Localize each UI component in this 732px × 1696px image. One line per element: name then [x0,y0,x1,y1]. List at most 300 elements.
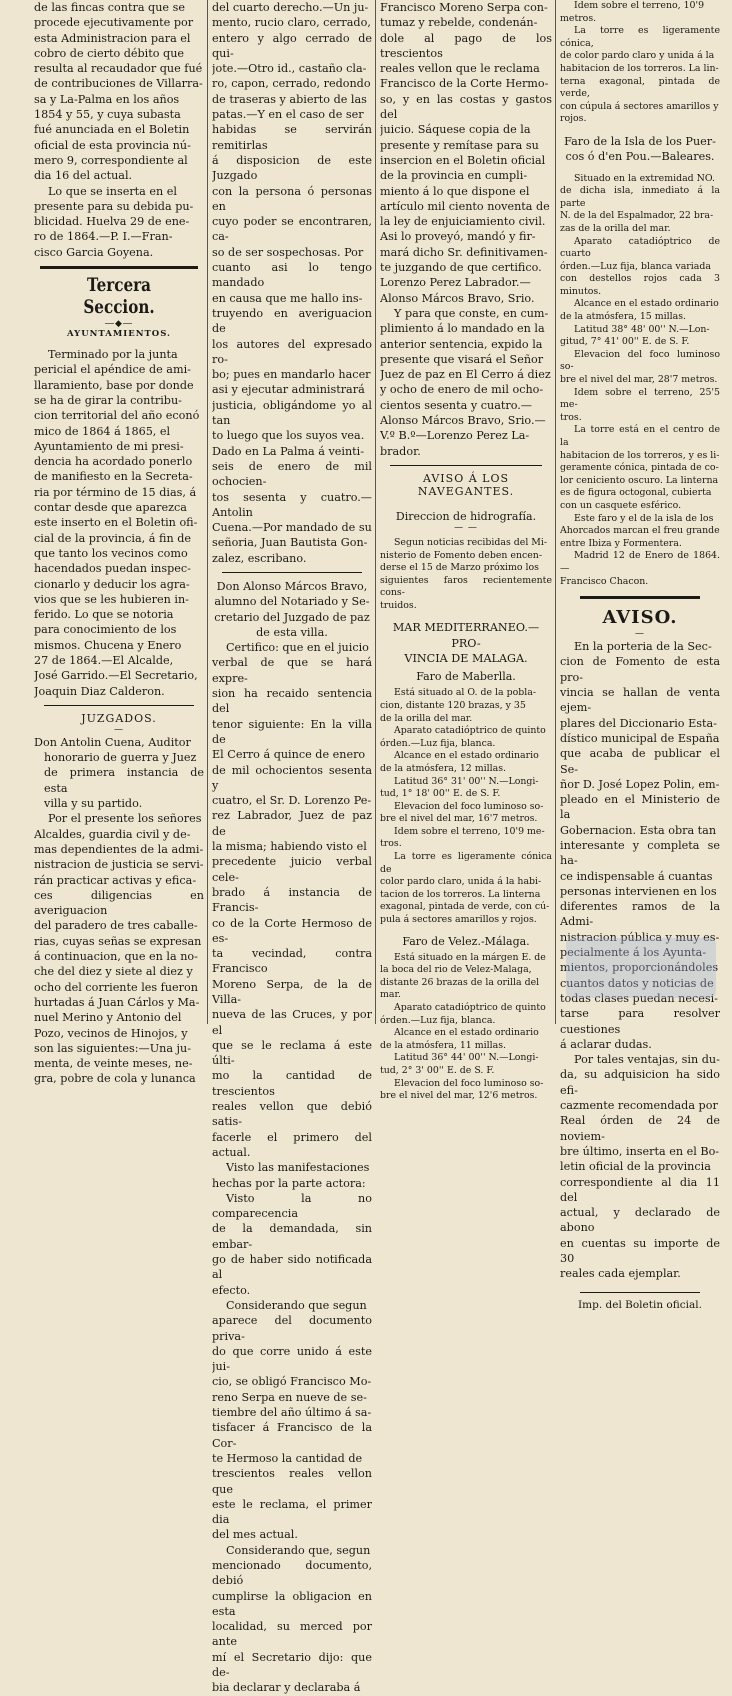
text-line: habitacion de los torreros. La lin- [560,62,719,74]
text-line: los autores del expresado ro- [212,337,372,366]
text-line: artículo mil ciento noventa de [380,199,550,213]
text-line: para conocimiento de los [34,623,177,637]
column-1 [34,0,204,1087]
aviso-title: AVISO. [602,607,678,629]
text-line: la boca del rio de Velez-Malaga, [380,964,532,976]
text-line: brado á instancia de Francis- [212,885,372,915]
text-line: Alcance en el estado ordinario [574,298,719,310]
text-line: de traseras y abierto de las [212,92,367,106]
text-line: mico de 1864 á 1865, el [34,424,171,438]
text-line: cos ó d'en Pou.—Baleares. [565,150,715,164]
text-line: ro, capon, cerrado, redondo [212,77,371,91]
text-line: cion territorial del año econó [34,409,200,423]
text-line: tud, 2° 3' 00'' E. de S. F. [380,1064,495,1076]
text-line: Está situado en la márgen E. de [394,951,546,963]
text-line: bre el nivel del mar, 16'7 metros. [380,813,538,825]
text-line: pecialmente á los Ayunta- [560,946,707,960]
text-line: en cuentas su importe de 30 [560,1236,720,1265]
text-line: Elevacion del foco luminoso so- [394,1077,544,1089]
text-line: Juez de paz en El Cerro á diez [380,368,551,382]
text-line: resulta al recaudador que fué [34,62,203,76]
divider [222,572,362,573]
lighthouse-puercos-details [560,173,720,589]
text-line: MAR MEDITERRANEO.—PRO- [392,621,540,650]
divider [580,1292,700,1293]
text-line: tacion de los torreros. La linterna [380,888,541,900]
text-line: Joaquin Diaz Calderon. [34,684,165,698]
text-line: Aparato catadióptrico de quinto [394,725,546,737]
text-line: Francisco Chacon. [560,575,649,587]
text-line: mí el Secretario dijo: que de- [212,1650,372,1680]
text-line: rias, cuyas señas se expresan [34,934,202,948]
text-line: Visto la no comparecencia [212,1191,372,1221]
text-line: Real órden de 24 de noviem- [560,1114,720,1143]
text-line: Alonso Márcos Bravo, Srio.— [380,414,546,428]
text-line: la ley de enjuiciamiento civil. [380,215,546,229]
juzgado-notice [34,735,204,1087]
text-line: Considerando que, segun [226,1543,371,1557]
text-line: mismos. Chucena y Enero [34,638,182,652]
text-line: mar. [380,989,401,1001]
text-line: blicidad. Huelva 29 de ene- [34,215,190,229]
text-line: che del diez y siete al diez y [34,965,193,979]
intro-paragraph [34,0,204,184]
text-line: gitud, 7° 41' 00'' E. de S. F. [560,336,690,348]
text-line: La torre es ligeramente cónica, [560,25,720,49]
text-line: de manifiesto en la Secreta- [34,470,193,484]
text-line: ro de 1864.—P. I.—Fran- [34,230,173,244]
text-line: tud, 1° 18' 00'' E. de S. F. [380,788,501,800]
sentence-cont [380,0,552,459]
text-line: cuatro, el Sr. D. Lorenzo Pe- [212,794,372,808]
text-line: José Garrido.—El Secretario, [34,669,198,683]
text-line: Francisco de la Corte Hermo- [380,77,549,91]
text-line: plares del Diccionario Esta- [560,716,717,730]
text-line: Latitud 38° 48' 00'' N.—Lon- [574,323,710,335]
text-line: de la atmósfera, 15 millas. [560,311,687,323]
text-line: cretario del Juzgado de paz [214,610,370,624]
text-line: mencionado documento, debió [212,1558,372,1588]
text-line: Considerando que segun [226,1298,367,1312]
text-line: de mil ochocientos sesenta y [212,763,372,792]
text-line: esta Administracion para el [34,31,191,45]
text-line: Por tales ventajas, sin du- [574,1053,720,1067]
ornament-dash: — [635,629,645,640]
text-line: Por el presente los señores [48,812,202,826]
text-line: ferido. Lo que se notoria [34,608,174,622]
text-line: cuanto asi lo tengo mandado [212,261,372,290]
section-divider [40,266,198,269]
text-line: aparece del documento priva- [212,1314,372,1343]
text-line: cuyo poder se encontraren, ca- [212,215,372,244]
text-line: honorario de guerra y Juez [44,751,197,765]
text-line: de contribuciones de Villarra- [34,77,203,91]
divider [580,596,700,599]
text-line: cumplirse la obligacion en esta [212,1589,372,1618]
text-line: Latitud 36° 31' 00'' N.—Longi- [394,775,539,787]
text-line: nuel Merino y Antonio del [34,1011,182,1025]
text-line: precedente juicio verbal cele- [212,855,372,884]
text-line: ces diligencias en averiguacion [34,888,204,918]
text-line: La torre es ligeramente cónica de [380,851,552,875]
text-line: entero y algo cerrado de qui- [212,31,372,60]
text-line: Dado en La Palma á veinti- [212,444,365,458]
text-line: patas.—Y en el caso de ser [212,108,364,122]
text-line: bia declarar y declaraba á [212,1681,361,1695]
text-line: Ayuntamiento de mi presi- [34,439,184,453]
text-line: efecto. [212,1283,251,1297]
text-line: oficial de esta provincia nú- [34,138,191,152]
lighthouse-velez-cont [560,0,720,126]
text-line: señoria, Juan Bautista Gon- [212,536,368,550]
text-line: V.º B.º—Lorenzo Perez La- [380,429,530,443]
divider [390,465,542,466]
text-line: tos sesenta y cuatro.—Antolin [212,490,372,519]
text-line: dencia ha acordado ponerlo [34,455,193,469]
text-line: mero 9, correspondiente al [34,153,188,167]
text-line: que se le reclama á este últi- [212,1038,372,1068]
text-line: bre el nivel del mar, 28'7 metros. [560,374,718,386]
text-line: Cuena.—Por mandado de su [212,521,372,535]
text-line: mo la cantidad de trescientos [212,1069,372,1098]
text-line: de dicha isla, inmediato á la parte [560,185,720,209]
text-line: Lorenzo Perez Labrador.— [380,276,531,290]
text-line: do que corre unido á este jui- [212,1344,372,1374]
text-line: rojos. [560,113,587,125]
text-line: en causa que me hallo ins- [212,291,363,305]
text-line: rán practicar activas y efica- [34,873,197,887]
text-line: cobro de cierto débito que [34,46,185,60]
text-line: de la provincia en cumpli- [380,169,528,183]
secretary-heading [212,579,372,640]
text-line: diferentes ramos de la Admi- [560,900,720,929]
text-line: menta, de veinte meses, ne- [34,1057,193,1071]
text-line: bre el nivel del mar, 12'6 metros. [380,1090,538,1102]
lighthouse-marbella-title: Faro de Maberlla. [416,670,516,684]
text-line: Faro de la Isla de los Puer- [564,134,716,148]
text-line: que acaba de publicar el Se- [560,747,720,776]
text-line: ria por término de 15 dias, á [34,485,197,499]
text-line: habitacion de los torreros, y es li- [560,449,720,461]
text-line: cial de la provincia, á fin de [34,531,191,545]
text-line: miento á lo que dispone el [380,184,530,198]
ayuntamiento-notice [34,347,204,699]
divider [44,705,194,706]
text-line: zalez, escribano. [212,551,307,565]
column-rule-3 [555,0,556,1024]
text-line: son las siguientes:—Una ju- [34,1041,192,1055]
text-line: presente que visará el Señor [380,352,544,366]
text-line: habidas se servirán remitirlas [212,123,372,152]
text-line: ocho del corriente les fueron [34,980,198,994]
text-line: de color pardo claro y unida á la [560,50,715,62]
subsection-ayuntamientos: AYUNTAMIENTOS. [66,329,172,340]
text-line: pula á sectores amarillos y rojos. [380,914,537,926]
text-line: pericial el apéndice de ami- [34,363,191,377]
text-line: La torre está en el centro de la [560,424,720,448]
news-intro [380,537,552,613]
text-line: tisfacer á Francisco de la Cor- [212,1421,372,1450]
text-line: Alcaldes, guardia civil y de- [34,827,191,841]
text-line: la misma; habiendo visto el [212,840,367,854]
text-line: tros. [380,838,402,850]
text-line: cionarlo y deducir los agra- [34,577,190,591]
text-line: so de ser sospechosas. Por [212,245,364,259]
text-line: exagonal, pintada de verde, con cú- [380,901,550,913]
text-line: Ahorcados marcan el freu grande [560,525,720,537]
text-line: ñor D. José Lopez Polin, em- [560,777,720,791]
column-2 [212,0,372,1696]
text-line: Certifico: que en el juicio [226,641,369,655]
column-4 [560,0,720,1311]
text-line: vios que se les hubieren in- [34,592,189,606]
text-line: cuantos datos y noticias de [560,976,714,990]
text-line: de primera instancia de esta [44,766,204,795]
text-line: Visto las manifestaciones [226,1161,370,1175]
lighthouse-puercos-title [560,134,720,165]
library-stamp [566,938,716,998]
text-line: con un casquete esférico. [560,499,682,511]
text-line: zas de la orilla del mar. [560,222,671,234]
text-line: mientos, proporcionándoles [560,961,719,975]
text-line: y ocho de enero de mil ocho- [380,383,544,397]
text-line: distante 26 brazas de la orilla del [380,976,540,988]
text-line: Don Antolin Cuena, Auditor [34,735,191,749]
text-line: color pardo claro, unida á la habi- [380,876,542,888]
text-line: con cúpula á sectores amarillos y [560,100,719,112]
text-line: te juzgando de que certifico. [380,261,542,275]
text-line: truidos. [380,599,417,611]
text-line: ta vecindad, contra Francisco [212,947,372,976]
text-line: Elevacion del foco luminoso so- [394,800,544,812]
text-line: á aclarar dudas. [560,1037,652,1051]
text-line: de la orilla del mar. [380,712,473,724]
text-line: Lo que se inserta en el [48,184,177,198]
text-line: Este faro y el de la isla de los [574,512,714,524]
text-line: Idem sobre el terreno, 10'9 me- [394,825,545,837]
text-line: metros. [560,12,597,24]
text-line: brador. [380,444,421,458]
text-line: Segun noticias recibidas del Mi- [394,536,548,548]
text-line: seis de enero de mil ochocien- [212,459,372,489]
text-line: lor ceniciento oscuro. La linterna [560,474,719,486]
hydrography-office: Direccion de hidrografía. [395,509,537,523]
text-line: cio, se obligó Francisco Mo- [212,1375,372,1389]
text-line: hechas por la parte actora: [212,1176,366,1190]
text-line: reno Serpa en nueve de se- [212,1390,367,1404]
text-line: Elevacion del foco luminoso so- [560,348,720,373]
text-line: con destellos rojos cada 3 minutos. [560,273,720,297]
text-line: tarse para resolver cuestiones [560,1007,720,1036]
text-line: cazmente recomendada por [560,1099,718,1113]
text-line: Latitud 36° 44' 00'' N.—Longi- [394,1052,539,1064]
notice-to-navigators: AVISO Á LOS NAVEGANTES. [417,471,515,498]
text-line: presente para su debida pu- [34,199,194,213]
text-line: Alonso Márcos Bravo, Srio. [380,291,535,305]
text-line: localidad, su merced por ante [212,1620,372,1649]
text-line: tumaz y rebelde, condenán- [380,16,538,30]
text-line: correspondiente al dia 11 del [560,1175,720,1204]
text-line: villa y su partido. [44,797,143,811]
text-line: á disposicion de este Juzgado [212,153,372,183]
text-line: reales cada ejemplar. [560,1267,681,1281]
text-line: Aparato catadióptrico de cuarto [560,235,720,260]
certification-text [212,640,372,1695]
text-line: Alcance en el estado ordinario [394,750,539,762]
text-line: Don Alonso Márcos Bravo, [216,579,368,593]
text-line: á continuacion, que en la no- [34,950,198,964]
text-line: del cuarto derecho.—Un ju- [212,1,369,14]
text-line: vincia se hallan de venta ejem- [560,686,720,715]
text-line: Idem sobre el terreno, 25'5 me- [560,386,720,411]
text-line: mará dicho Sr. definitivamen- [380,245,548,259]
text-line: da, su adquisicion ha sido efi- [560,1068,720,1097]
text-line: bo; pues en mandarlo hacer [212,368,371,382]
text-line: Moreno Serpa, de la de Villa- [212,977,372,1006]
text-line: de esta villa. [256,625,328,639]
text-line: todas clases puedan necesi- [560,991,718,1005]
text-line: so, y en las costas y gastos del [380,92,552,122]
text-line: El Cerro á quince de enero [212,748,366,762]
text-line: presente y remítase para su [380,138,539,152]
text-line: cisco Garcia Goyena. [34,245,154,259]
text-line: hurtadas á Juan Cárlos y Ma- [34,995,200,1009]
text-line: actual, y declarado de abono [560,1206,720,1235]
text-line: órden.—Luz fija, blanca. [380,737,496,749]
text-line: tiembre del año último á sa- [212,1406,372,1420]
text-line: gra, pobre de cola y lunanca [34,1072,196,1086]
section-title: Tercera Seccion. [83,275,155,319]
text-line: del paradero de tres caballe- [34,919,198,933]
text-line: geramente cónica, pintada de co- [560,462,719,474]
lighthouse-velez-details [380,952,552,1103]
ornament-dash: ―◆― [105,319,133,330]
text-line: Está situado al O. de la pobla- [394,687,536,699]
text-line: Situado en la extremidad NO. [574,172,715,184]
text-line: mento, rucio claro, cerrado, [212,16,371,30]
text-line: 1854 y 55, y cuya subasta [34,108,181,122]
text-line: que tanto los vecinos como [34,546,188,560]
column-rule-1 [207,0,208,1024]
lighthouse-velez-title: Faro de Velez.-Málaga. [402,934,530,948]
text-line: con la persona ó personas en [212,184,372,213]
text-line: Gobernacion. Esta obra tan [560,823,717,837]
text-line: go de haber sido notificada al [212,1253,372,1282]
text-line: te Hermoso la cantidad de [212,1451,363,1465]
text-line: personas intervienen en los [560,884,717,898]
text-line: hacendados puedan inspec- [34,562,191,576]
text-line: se ha de girar la contribu- [34,393,182,407]
text-line: juicio. Sáquese copia de la [380,123,531,137]
text-line: 27 de 1864.—El Alcalde, [34,653,174,667]
text-line: trescientos reales vellon que [212,1467,372,1496]
text-line: Y para que conste, en cum- [394,306,549,320]
text-line: Asi lo proveyó, mandó y fir- [380,230,536,244]
text-line: Aparato catadióptrico de quinto [394,1002,546,1014]
text-line: nueva de las Cruces, y por el [212,1008,372,1037]
text-line: reales vellon que le reclama [380,62,540,76]
text-line: plimiento á lo mandado en la [380,322,545,336]
text-line: truyendo en averiguacion de [212,306,372,336]
text-line: procede ejecutivamente por [34,16,194,30]
text-line: derse el 15 de Marzo próximo los [380,562,539,574]
text-line: Francisco Moreno Serpa con- [380,1,548,14]
text-line: de la atmósfera, 11 millas. [380,1039,507,1051]
printer-imprint: Imp. del Boletin oficial. [578,1298,702,1311]
text-line: terna exagonal, pintada de verde, [560,75,720,100]
text-line: dole al pago de los trescientos [380,31,552,60]
text-line: órden.—Luz fija, blanca. [380,1014,496,1026]
text-line: letin oficial de la provincia [560,1160,711,1174]
text-line: anterior sentencia, expido la [380,337,543,351]
text-line: entre Ibiza y Formentera. [560,537,682,549]
text-line: alumno del Notariado y Se- [214,595,370,609]
text-line: nistracion pública y muy es- [560,930,720,944]
column-3 [380,0,552,1103]
text-line: En la porteria de la Sec- [574,640,712,654]
text-line: sa y La-Palma en los años [34,92,180,106]
text-line: Alcance en el estado ordinario [394,1027,539,1039]
text-line: sion ha recaido sentencia del [212,687,372,716]
juzgado-notice-cont [212,0,372,566]
text-line: cion de Fomento de esta pro- [560,655,720,684]
text-line: rez Labrador, Juez de paz de [212,809,372,838]
text-line: insercion en el Boletin oficial [380,153,546,167]
text-line: siguientes faros recientemente cons- [380,574,552,599]
text-line: este inserto en el Boletin ofi- [34,516,198,530]
text-line: Idem sobre el terreno, 10'9 [574,0,705,11]
ornament-dash: — — [454,522,478,533]
text-line: órden.—Luz fija, blanca variada [560,260,711,272]
text-line: jote.—Otro id., castaño cla- [212,62,367,76]
text-line: interesante y completa se ha- [560,838,720,868]
column-rule-2 [375,0,376,1024]
text-line: de las fincas contra que se [34,1,185,14]
subsection-juzgados: JUZGADOS. [81,711,157,725]
text-line: tenor siguiente: En la villa de [212,717,372,746]
text-line: bre último, inserta en el Bo- [560,1144,720,1158]
text-line: VINCIA DE MALAGA. [404,652,528,666]
text-line: es de figura octogonal, cubierta [560,487,712,499]
text-line: dia 16 del actual. [34,169,133,183]
text-line: fué anunciada en el Boletin [34,123,190,137]
text-line: pleado en el Ministerio de la [560,793,720,822]
text-line: dístico municipal de España [560,731,720,745]
text-line: de la atmósfera, 12 millas. [380,762,507,774]
text-line: tros. [560,411,582,423]
text-line: llaramiento, base por donde [34,378,194,392]
publication-note [34,184,204,260]
text-line: cientos sesenta y cuatro.— [380,398,532,412]
text-line: facerle el primero del actual. [212,1130,372,1159]
text-line: reales vellon que debió satis- [212,1100,372,1129]
text-line: justicia, obligándome yo al tan [212,398,372,428]
text-line: de la demandada, sin embar- [212,1222,372,1251]
region-heading [380,620,552,666]
text-line: cion, distante 120 brazas, y 35 [380,699,526,711]
lighthouse-marbella-details [380,687,552,926]
text-line: nistracion de justicia se servi- [34,858,204,872]
text-line: Terminado por la junta [48,348,178,362]
text-line: asi y ejecutar administrará [212,383,365,397]
text-line: mas dependientes de la admi- [34,842,204,856]
text-line: contar desde que aparezca [34,501,187,515]
text-line: este le reclama, el primer dia [212,1497,372,1527]
text-line: ce indispensable á cuantas [560,869,713,883]
text-line: nisterio de Fomento deben encen- [380,549,543,561]
text-line: N. de la del Espalmador, 22 bra- [560,210,714,222]
text-line: Madrid 12 de Enero de 1864.— [560,550,720,574]
